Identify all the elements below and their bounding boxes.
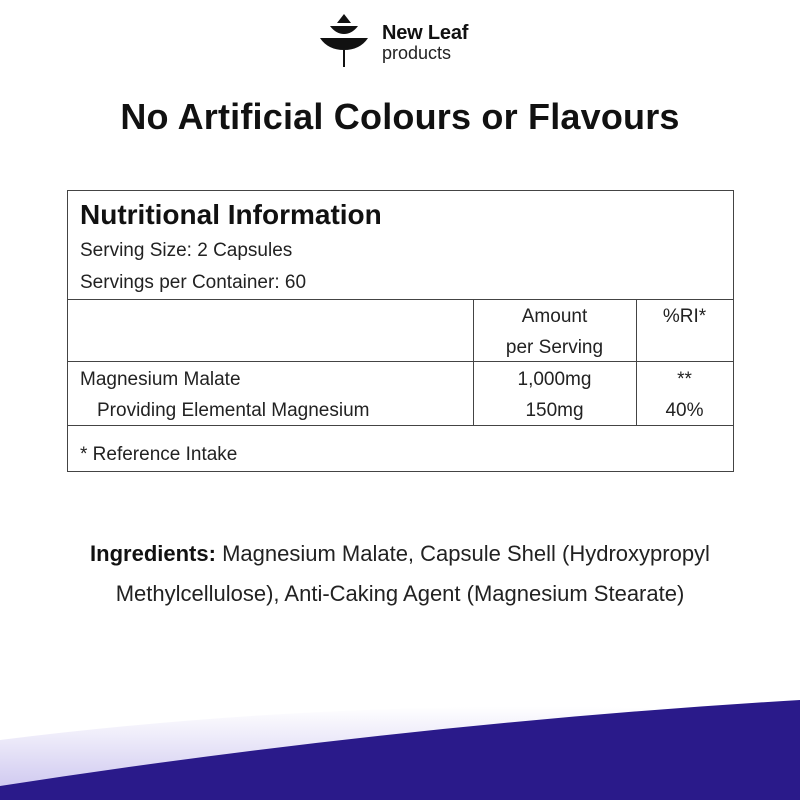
nutrient-name: Providing Elemental Magnesium	[97, 400, 370, 421]
brand-subtitle: products	[382, 42, 452, 63]
ingredients-text: Magnesium Malate, Capsule Shell (Hydroxypropyl Methylcellulose), Anti-Caking Agent (Magnesium Stearate)	[115, 541, 710, 606]
brand-name: New Leaf	[382, 21, 469, 44]
tree-icon	[318, 13, 376, 71]
nutrient-ri: **	[677, 369, 692, 390]
nutrient-name: Magnesium Malate	[80, 369, 241, 390]
headline: No Artificial Colours or Flavours	[120, 96, 680, 137]
brand-logo	[318, 12, 488, 72]
amount-header-line2: per Serving	[505, 337, 604, 358]
nutrition-title: Nutritional Information	[80, 199, 382, 230]
reference-footnote: * Reference Intake	[80, 444, 238, 465]
servings-per-container: Servings per Container: 60	[80, 272, 307, 293]
nutrient-amount: 1,000mg	[517, 369, 592, 390]
amount-header	[473, 301, 636, 363]
nutrition-panel	[67, 190, 734, 472]
decorative-wave	[0, 690, 800, 800]
divider-line	[68, 299, 733, 300]
ingredients-label: Ingredients:	[90, 541, 216, 566]
nutrient-ri: 40%	[665, 400, 704, 421]
ri-header: %RI*	[662, 306, 707, 327]
nutrient-amount: 150mg	[525, 400, 584, 421]
amount-header-line1: Amount	[521, 306, 588, 327]
serving-size: Serving Size: 2 Capsules	[80, 240, 293, 261]
ingredients	[60, 534, 740, 614]
